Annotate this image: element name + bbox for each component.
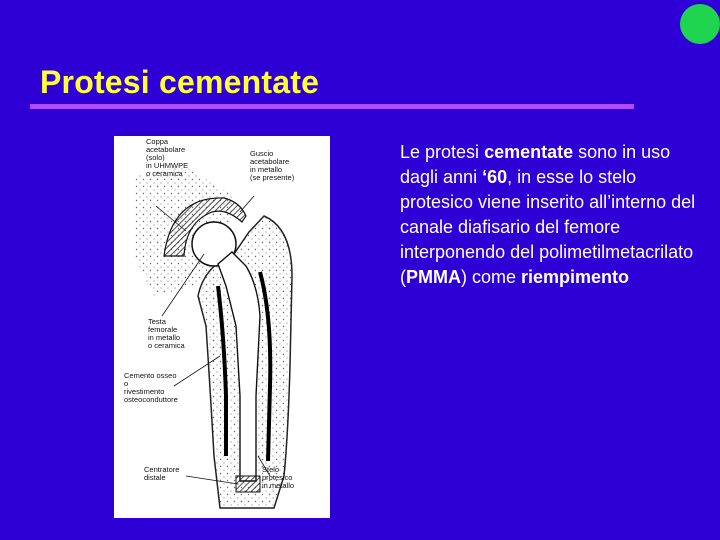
description-paragraph	[400, 140, 700, 290]
bold-pmma: PMMA	[406, 267, 461, 287]
slide-title: Protesi cementate	[40, 64, 320, 100]
distal-centralizer	[236, 476, 260, 492]
label-prosthetic-stem: Stelo protesico in metallo	[262, 465, 295, 490]
prosthesis-diagram	[114, 136, 330, 518]
bold-cementate: cementate	[484, 142, 574, 162]
label-bone-cement: Cemento osseo o rivestimento osteoconduttore	[124, 371, 178, 404]
text-run: , in esse lo stelo protesico viene inserito all’interno del canale diafisario del femore interponendo del polimetilmetacrilato (	[400, 167, 696, 287]
bold-sixties: ‘60	[482, 167, 508, 187]
text-run: ) come	[461, 267, 522, 287]
text-run: Le protesi	[400, 142, 485, 162]
prosthesis-drawing	[114, 136, 330, 518]
label-distal-centralizer: Centratore distale	[144, 465, 180, 482]
bold-riempimento: riempimento	[521, 267, 630, 287]
text-run: sono in uso dagli anni	[400, 142, 671, 187]
label-acetabular-shell: Guscio acetabolare in metallo (se presente)	[250, 149, 295, 182]
label-femoral-head: Testa femorale in metallo o ceramica	[148, 317, 185, 350]
status-indicator-dot	[680, 4, 720, 44]
title-underline	[30, 104, 634, 109]
label-acetabular-cup: Coppa acetabolare (solo) in UHMWPE o ceramica	[146, 137, 189, 178]
